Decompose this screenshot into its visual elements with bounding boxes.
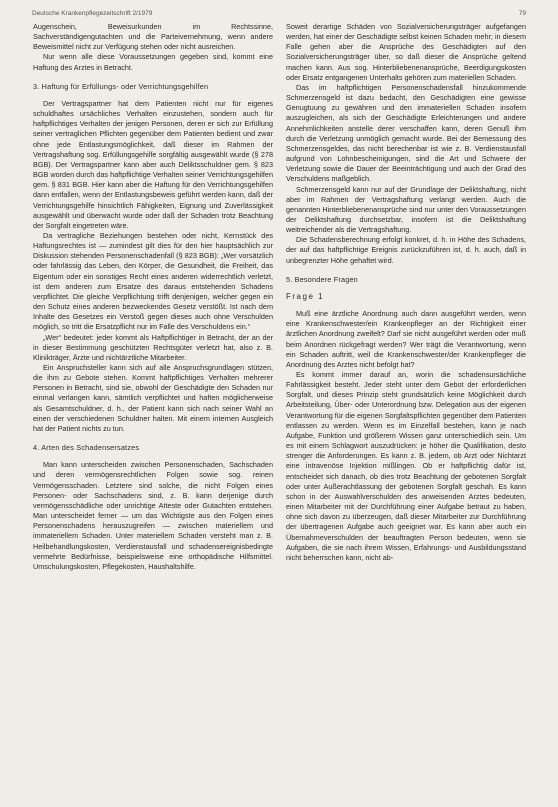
paragraph: Die Schadensberechnung erfolgt konkret, d. h. in Höhe des Schadens, der auf das haftpflichtige Ereignis zurückzuführen ist, d. h. auch, daß in unbegrenzter Höhe gehaftet wird. — [286, 235, 526, 265]
paragraph: Das im haftpflichtigen Personenschadensfall hinzukommende Schmerzensgeld ist dazu bedacht, den Geschädigten eine gewisse Genugtuung zu gewähren und den immateriellen Schaden insofern auszugleichen, als sich der Geschädigte Erleichterungen und andere Annehmlichkeiten anstelle derer verschaffen kann, deren Genuß ihm durch die Verletzung unmöglich gemacht wurde. Bei der Bemessung des Schmerzensgeldes, das nicht berechenbar ist wie z. B. Verdienstausfall aufgrund von Lohnbescheinigungen, sind die Art und Schwere der Verletzung sowie die Dauer der Beeinträchtigung und auch der Grad des Verschuldens maßgeblich. — [286, 82, 526, 184]
paragraph: Nur wenn alle diese Voraussetzungen gegeben sind, kommt eine Haftung des Arztes in Betracht. — [33, 52, 273, 72]
paragraph: Soweit derartige Schäden von Sozialversicherungsträger aufgefangen werden, hat einer der Geschädigte selbst keinen Schaden mehr; in diesem Falle gehen aber die Ansprüche des Geschädigten auf den Sozialversicherungsträger über, so daß dieser die Ansprüche geltend machen kann. Aus sog. Hinterbliebenenansprüche, Beerdigungskosten oder Ersatz entgangenen Unterhalts gehören zum materiellen Schaden. — [286, 22, 526, 82]
paragraph: Da vertragliche Beziehungen bestehen oder nicht, Kernstück des Haftungsrechtes ist — zumindest gilt dies für den hier hauptsächlich zur Diskussion stehenden Personenschadenfall (§ 823 BGB): „Wer vorsätzlich oder fahrlässig das Leben, den Körper, die Gesundheit, die Freiheit, das Eigentum oder ein sonstiges Recht eines anderen widerrechtlich verletzt, ist dem anderen zum Ersatze des daraus entstehenden Schadens verpflichtet. Die gleiche Verpflichtung trifft denjenigen, welcher gegen ein den Schutz eines anderen bezweckendes Gesetz verstößt. Ist nach dem Inhalte des Gesetzes ein Verstoß gegen dieses auch ohne Verschulden möglich, so tritt die Ersatzpflicht nur im Falle des Verschuldens ein.“ — [33, 230, 273, 332]
paragraph: Der Vertragspartner hat dem Patienten nicht nur für eigenes schuldhaftes ursächliches Verhalten einzustehen, sondern auch für haftpflichtiges Verhalten der jenigen Personen, deren er sich zur Erfüllung seiner vertraglichen Pflichten gegenüber dem Patienten bedient und zwar ohne jede Entlastungsmöglichkeit, daß dieser im Rahmen der Vertragshaftung sog. Erfüllungsgehilfe sorgfältig ausgewählt wurde (§ 278 BGB). Der Vertragspartner kann aber auch Deliktsschuldner gem. § 823 BGB worden durch das haftpflichtige Verhalten seiner Verrichtungsgehilfen gem. § 831 BGB. Hier kann aber die Haftung für den Verrichtungsgehilfen dann entfallen, wenn der Entlastungsbeweis geführt werden kann, daß der Verrichtungsgehilfe hinsichtlich Fähigkeiten, Eignung und Zuverlässigkeit ausgewählt und überwacht wurde oder daß der Schaden trotz Beachtung der Sorgfalt eingetreten wäre. — [33, 98, 273, 230]
paragraph: Es kommt immer darauf an, worin die schadensursächliche Fahrlässigkeit besteht. Jeder steht unter dem Gebot der erforderlichen Sorgfalt, und dieses Prinzip steht grundsätzlich keine Möglichkeit durch Arbeitsteilung, Über- oder Unterordnung bzw. Delegation aus der eigenen Verantwortung für die eigenen Sorgfaltspflichten gegenüber dem Patienten entlassen zu werden. Wenn es im Einzelfall bestehen, kann je nach Aufgabe, Funktion und größerem Wissen ganz unterschiedlich sein. Um es mit einem Schlagwort auszudrücken: je höher die Qualifikation, desto strenger die Anforderungen. Es kann z. B. jedem, ob Arzt oder Nichtarzt eine intravenöse Injektion mißlingen. Ob er haftpflichtig dafür ist, entscheidet sich danach, ob dies trotz Beachtung der gebotenen Sorgfalt oder unter Außerachtlassung der gebotenen Sorgfalt geschah. Es kann schon in der Auswahlverschulden des anweisenden Arztes bedeuten, einen Mitarbeiter mit der Durchführung einer Aufgabe betraut zu haben, ohne sich davon zu überzeugen, daß dieser Mitarbeiter zur Durchführung der übertragenen Aufgabe auch geeignet war. Es kann aber auch ein Übernahmeverschulden der beauftragten Person bedeuten, wenn sie Aufgaben, die sie nach ihrem Wissen, Erfahrungs- und Ausbildungsstand nicht beherrschen kann, nicht ab- — [286, 370, 526, 562]
section-heading-4: 4. Arten des Schadensersatzes — [33, 443, 140, 453]
paragraph: Muß eine ärztliche Anordnung auch dann ausgeführt werden, wenn eine Krankenschwester/ein Krankenpfleger an der Richtigkeit einer ärztlichen Anordnung zweifelt? Darf sie nicht ausgeführt werden oder muß beim Anordnen rückgefragt werden? Wer trägt die Verantwortung, wenn ein Schaden auftritt, weil die Krankenschwester/der Krankenpfleger die Anordnung des Arztes nicht befolgt hat? — [286, 309, 526, 369]
journal-title: Deutsche Krankenpflegezeitschrift 2/1979 — [32, 10, 153, 17]
paragraph: Ein Anspruchsteller kann sich auf alle Anspruchsgrundlagen stützen, die ihm zu Gebote stehen. Kommt haftpflichtiges Verhalten mehrerer Personen in Betracht, sind sie, obwohl der Geschädigte den Schaden nur einmal verlangen kann, sämtlich verpflichtet und haften möglicherweise als Gesamtschuldner, d. h., der Patient kann sich nach seiner Wahl an einen der verschiedenen Schuldner halten. Mit einem internen Ausgleich hat der Patient nichts zu tun. — [33, 363, 273, 433]
section-heading-5: 5. Besondere Fragen — [286, 274, 358, 284]
paragraph: Schmerzensgeld kann nur auf der Grundlage der Deliktshaftung, nicht aber im Rahmen der Vertragshaftung verlangt werden. Auch die genannten Hinterbliebenenansprüche sind nur unter den Voraussetzungen der Deliktshaftung durchsetzbar, insofern ist die Deliktshaftung weitreichender als die Vertragshaftung. — [286, 184, 526, 235]
paragraph: Man kann unterscheiden zwischen Personenschaden, Sachschaden und deren vermögensrechtlichen Folgen sowie sog. reinen Vermögensschaden. Letztere sind solche, die nicht Folgen eines Personen- oder Sachschadens sind, z. B. kann derjenige durch vermögensschädliche oder unrichtige Atteste oder Gutachten entstehen. Man unterscheidet ferner — um das Wichtigste aus den Folgen eines Personenschadens herauszugreifen — zwischen materiellem und immateriellem Schaden. Unter materiellem Schaden versteht man z. B. Heilbehandlungskosten, Verdienstausfall und schadensereignisbedingte vermehrte Bedürfnisse, beispielsweise eine orthopädische Hilfsmittel. Umschulungskosten, Pflegekosten, Haushaltshilfe. — [33, 460, 273, 571]
page-header — [32, 10, 526, 17]
question-heading: Frage 1 — [286, 291, 325, 301]
paragraph: „Wer“ bedeutet: jeder kommt als Haftpflichtiger in Betracht, der an der in dieser Bestimmung geschützten Rechtsgüter verletzt hat, also z. B. Klinikträger, Ärzte und nichtärztliche Mitarbeiter. — [33, 332, 273, 362]
section-heading-3: 3. Haftung für Erfüllungs- oder Verrichtungsgehilfen — [33, 81, 209, 91]
left-column — [33, 22, 273, 572]
paragraph: Augenschein, Beweisurkunden im Rechtssinne, Sachverständigengutachten und die Parteivernehmung, wenn andere Beweismittel nicht zur Verfügung stehen oder nicht ausreichen. — [33, 22, 273, 52]
page-number: 79 — [518, 10, 526, 17]
right-column — [286, 22, 526, 563]
